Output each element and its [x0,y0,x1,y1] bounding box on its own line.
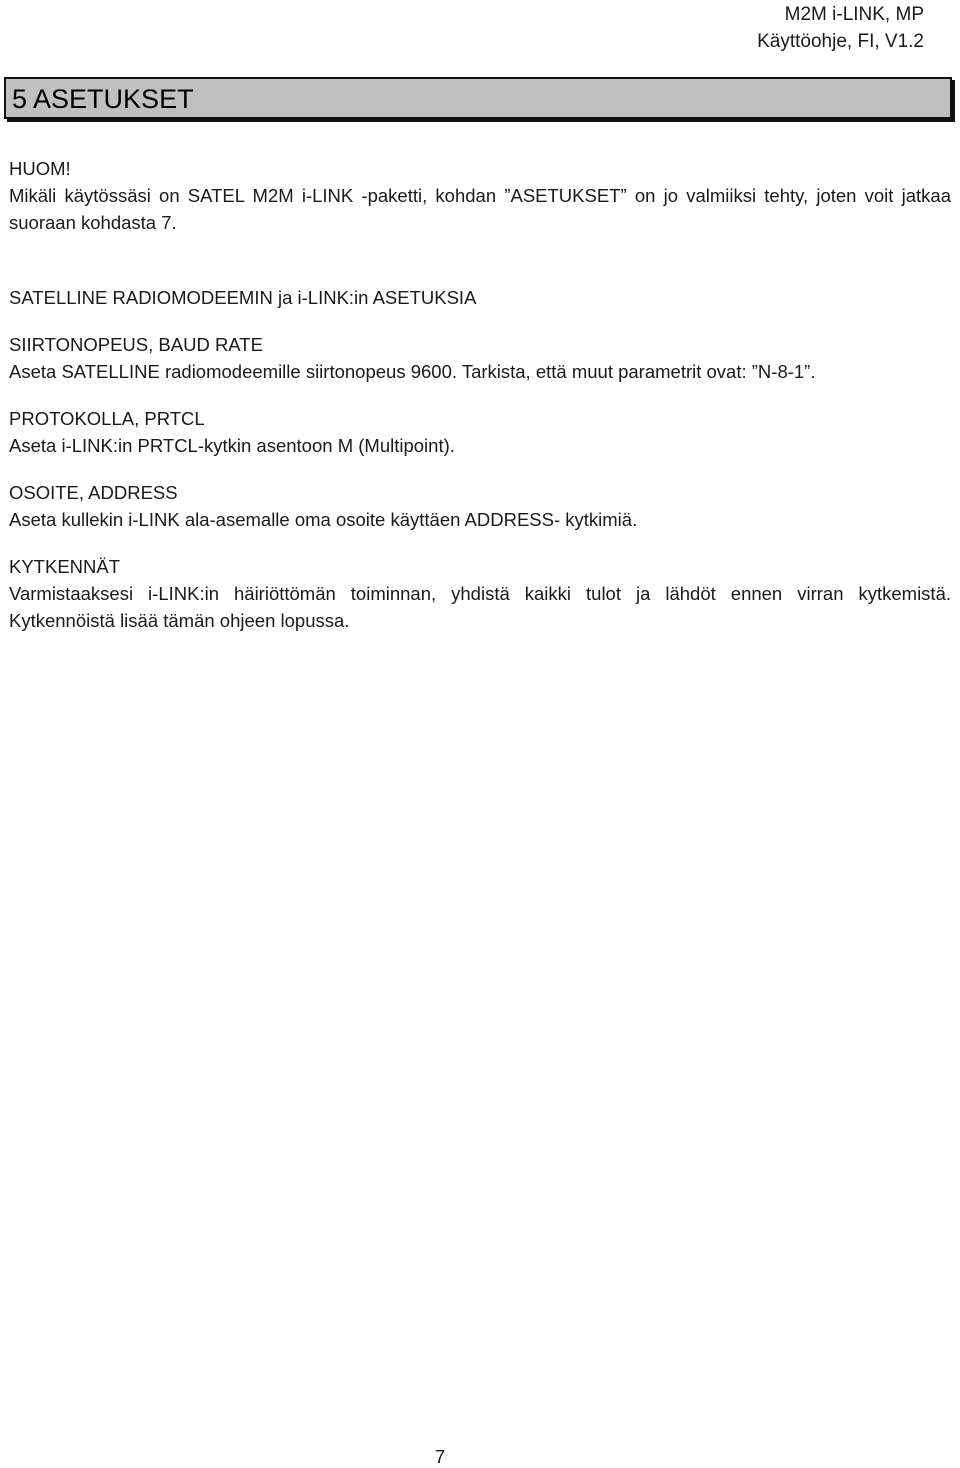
baud-heading: SIIRTONOPEUS, BAUD RATE [9,334,263,355]
note-text: Mikäli käytössäsi on SATEL M2M i-LINK -paketti, kohdan ”ASETUKSET” on jo valmiiksi tehty, joten voit jatkaa suoraan kohdasta 7. [9,185,951,233]
spacer [9,533,951,553]
spacer [9,236,951,284]
document-body [9,155,951,634]
connections-text: Varmistaaksesi i-LINK:in häiriöttömän toiminnan, yhdistä kaikki tulot ja lähdöt ennen virran kytkemistä. Kytkennöistä lisää tämän ohjeen lopussa. [9,583,951,631]
address-heading: OSOITE, ADDRESS [9,482,178,503]
product-name: M2M i-LINK, MP [784,4,924,25]
page-number: 7 [434,1446,446,1467]
note-heading: HUOM! [9,158,71,179]
spacer [9,459,951,479]
section-title: 5 ASETUKSET [12,84,194,114]
connections-heading: KYTKENNÄT [9,556,121,577]
spacer [9,385,951,405]
manual-version: Käyttöohje, FI, V1.2 [757,31,924,52]
spacer [9,311,951,331]
baud-text: Aseta SATELLINE radiomodeemille siirtonopeus 9600. Tarkista, että muut parametrit ovat: ”N-8-1”. [9,361,816,382]
settings-heading: SATELLINE RADIOMODEEMIN ja i-LINK:in ASETUKSIA [9,287,477,308]
protocol-text: Aseta i-LINK:in PRTCL-kytkin asentoon M (Multipoint). [9,435,455,456]
address-text: Aseta kullekin i-LINK ala-asemalle oma osoite käyttäen ADDRESS- kytkimiä. [9,509,638,530]
protocol-heading: PROTOKOLLA, PRTCL [9,408,205,429]
page-header [757,0,924,55]
section-title-bar [4,77,952,119]
